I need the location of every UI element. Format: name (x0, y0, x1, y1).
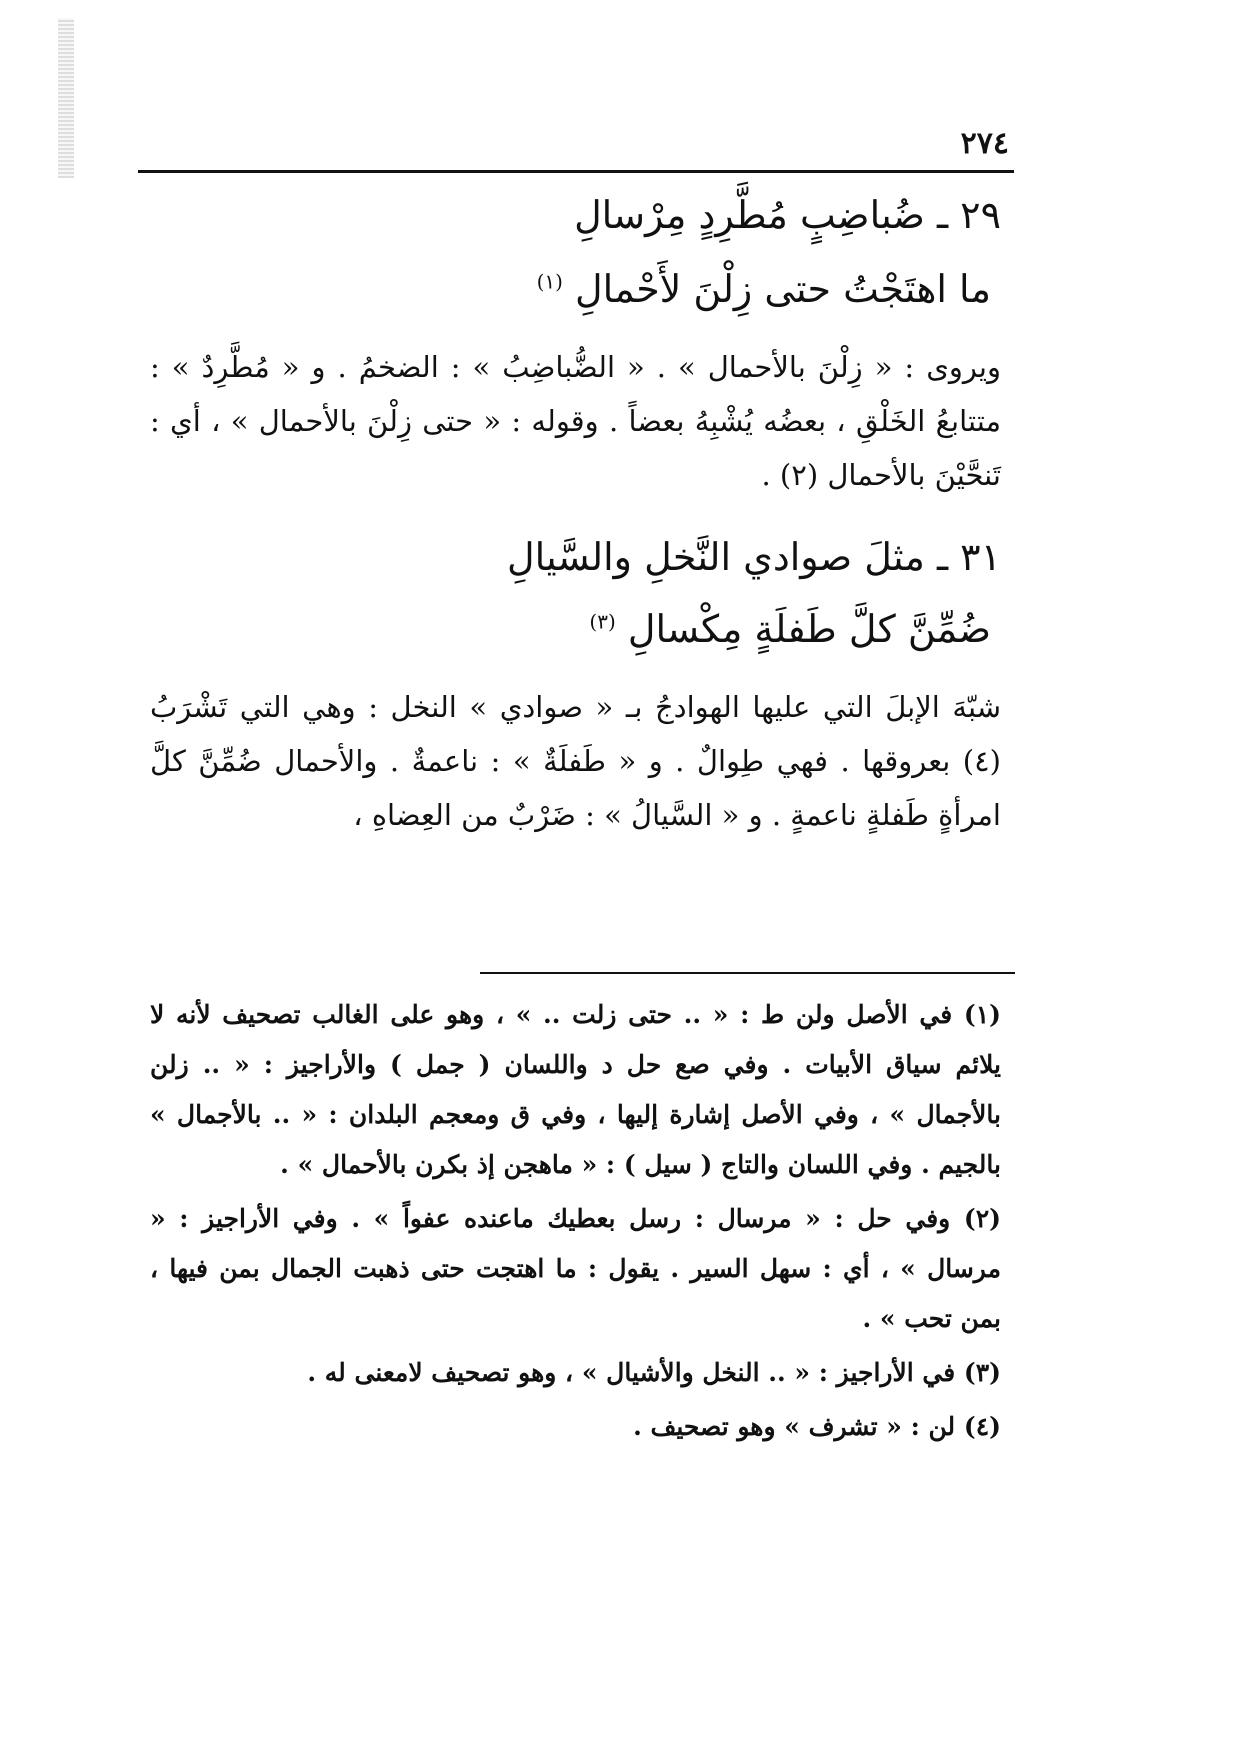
header-rule (138, 170, 1014, 173)
commentary-paragraph-2: شبّهَ الإبلَ التي عليها الهوادجُ بـ « صوادي » النخل : وهي التي تَشْرَبُ (٤) بعروقها . فهي طِوالٌ . و « طَفلَةٌ » : ناعمةٌ . والأحمال ضُمِّنَّ كلَّ امرأةٍ طَفلةٍ ناعمةٍ . و « السَّيالُ » : ضَرْبٌ من العِضاهِ ، (150, 690, 1001, 832)
verse-29-line-1: ٢٩ ـ ضُباضِبٍ مُطَّرِدٍ مِرْسالِ (574, 193, 1001, 237)
commentary-paragraph-1: ويروى : « زِلْنَ بالأحمال » . « الضُّباضِبُ » : الضخمُ . و « مُطَّرِدٌ » : متتابعُ الخَلْقِ ، بعضُه يُشْبِهُ بعضاً . وقوله : « حتى زِلْنَ بالأحمال » ، أي : تَنحَّيْنَ بالأحمال (٢) . (150, 350, 1001, 492)
verse-31-line-1: ٣١ ـ مثلَ صوادي النَّخلِ والسَّيالِ (506, 535, 1001, 579)
footnote-1: (١) في الأصل ولن ط : « .. حتى زلت .. » ، وهو على الغالب تصحيف لأنه لا يلائم سياق الأبيات . وفي صع حل د واللسان ( جمل ) والأراجيز : « .. زلن بالأجمال » ، وفي الأصل إشارة إليها ، وفي ق ومعجم البلدان : « .. بالأجمال » بالجيم . وفي اللسان والتاج ( سيل ) : « ماهجن إذ بكرن بالأحمال » . (150, 1000, 1001, 1179)
verse-31-line-2 (589, 604, 991, 654)
footnote-3: (٣) في الأراجيز : « .. النخل والأشيال » ، وهو تصحيف لامعنى له . (307, 1358, 1001, 1387)
footnote-ref-3: (٣) (589, 609, 616, 634)
scan-edge-artifact (58, 18, 74, 178)
verse-29-line-2 (537, 264, 991, 314)
footnote-4: (٤) لن : « تشرف » وهو تصحيف . (633, 1412, 1001, 1441)
verse-29-line-2-text: ما اهتَجْتُ حتى زِلْنَ لأَحْمالِ (575, 267, 991, 311)
footnote-2: (٢) وفي حل : « مرسال : رسل بعطيك ماعنده عفواً » . وفي الأراجيز : « مرسال » ، أي : سهل السير . يقول : ما اهتجت حتى ذهبت الجمال بمن فيها ، بمن تحب » . (150, 1204, 1001, 1333)
footnote-ref-1: (١) (536, 269, 563, 294)
verse-31-line-2-text: ضُمِّنَّ كلَّ طَفلَةٍ مِكْسالِ (627, 607, 991, 651)
footnotes (150, 990, 1001, 1456)
footnote-separator (480, 972, 1015, 974)
page-number: ٢٧٤ (960, 126, 1009, 161)
